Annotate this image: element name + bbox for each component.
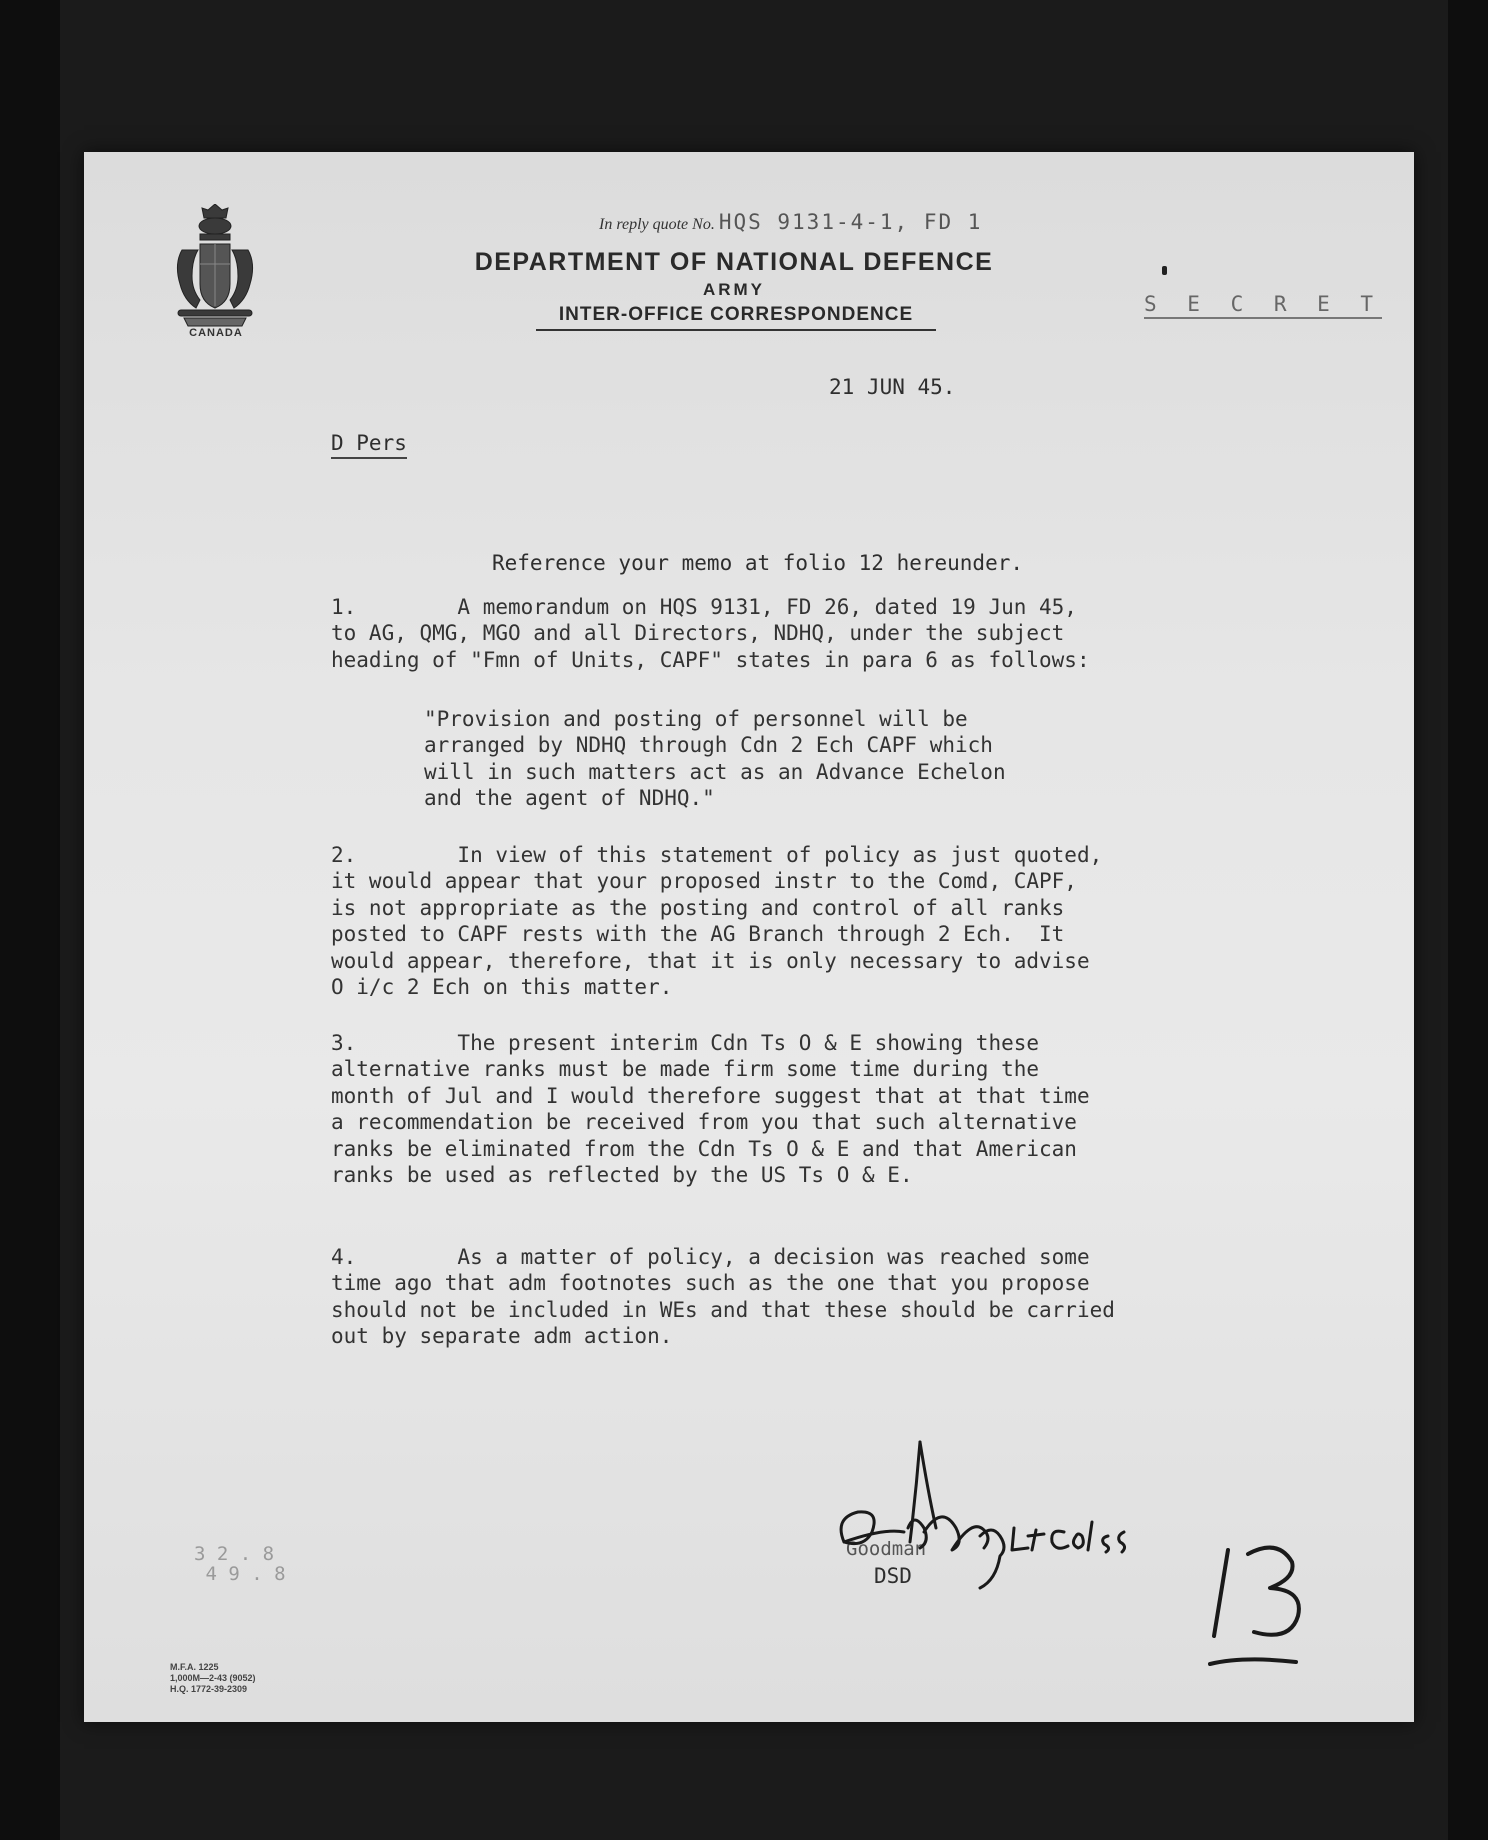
quote-line: will in such matters act as an Advance Echelon	[424, 759, 1006, 784]
coat-of-arms-icon	[170, 204, 260, 334]
department-heading: DEPARTMENT OF NATIONAL DEFENCE	[474, 248, 994, 276]
paragraph-line: 2. In view of this statement of policy as just quoted,	[331, 843, 1103, 867]
branch-heading: ARMY	[702, 280, 766, 299]
file-number: HQS 9131-4-1, FD 1	[718, 210, 983, 234]
quote-line: "Provision and posting of personnel will be	[424, 707, 968, 731]
folio-number-handwritten	[1204, 1532, 1334, 1672]
form-printing-code: M.F.A. 1225 1,000M—2-43 (9052) H.Q. 1772-39-2309	[170, 1662, 256, 1694]
paragraph-line: it would appear that your proposed instr to the Comd, CAPF,	[331, 869, 1077, 894]
security-classification: S E C R E T	[1144, 292, 1382, 319]
reply-label: In reply quote No.	[599, 216, 715, 233]
paragraph-line: 3. The present interim Cdn Ts O & E showing these	[331, 1031, 1040, 1055]
folio-number-text: 13	[1204, 1532, 1206, 1533]
paragraph-3	[331, 1030, 1090, 1188]
paragraph-line: would appear, therefore, that it is only necessary to advise	[331, 948, 1090, 973]
paragraph-4	[331, 1244, 1115, 1350]
typed-signatory-name: Goodman	[846, 1538, 927, 1560]
paragraph-line: 1. A memorandum on HQS 9131, FD 26, dated 19 Jun 45,	[331, 595, 1077, 619]
ink-mark	[1162, 266, 1167, 275]
paragraph-line: to AG, QMG, MGO and all Directors, NDHQ, under the subject	[331, 621, 1065, 646]
paragraph-line: is not appropriate as the posting and control of all ranks	[331, 895, 1065, 920]
memo-page	[84, 152, 1414, 1722]
reference-line: Reference your memo at folio 12 hereunder.	[492, 551, 1024, 575]
handwritten-signature	[824, 1432, 1144, 1592]
paragraph-line: O i/c 2 Ech on this matter.	[331, 975, 673, 1000]
addressee: D Pers	[331, 430, 407, 459]
scan-border-right	[1448, 0, 1488, 1840]
paragraph-line: out by separate adm action.	[331, 1324, 673, 1349]
paragraph-line: posted to CAPF rests with the AG Branch through 2 Ech. It	[331, 922, 1065, 947]
paragraph-line: ranks be eliminated from the Cdn Ts O & E and that American	[331, 1136, 1077, 1161]
quote-line: and the agent of NDHQ."	[424, 786, 715, 811]
crest-caption: CANADA	[189, 327, 243, 339]
paragraph-line: time ago that adm footnotes such as the one that you propose	[331, 1271, 1090, 1296]
paragraph-2	[331, 842, 1102, 1000]
paragraph-line: alternative ranks must be made firm some time during the	[331, 1057, 1040, 1082]
quoted-policy	[424, 706, 1006, 812]
paragraph-line: should not be included in WEs and that these should be carried	[331, 1297, 1115, 1322]
paragraph-line: a recommendation be received from you that such alternative	[331, 1110, 1077, 1135]
paragraph-line: heading of "Fmn of Units, CAPF" states in para 6 as follows:	[331, 647, 1090, 672]
memo-date: 21 JUN 45.	[829, 375, 956, 399]
pencil-annotation: 3 2 . 8 4 9 . 8	[194, 1543, 286, 1585]
scan-border-left	[0, 0, 60, 1840]
quote-line: arranged by NDHQ through Cdn 2 Ech CAPF which	[424, 733, 993, 758]
paragraph-line: month of Jul and I would therefore suggest that at that time	[331, 1083, 1090, 1108]
reply-reference	[599, 210, 982, 234]
paragraph-1	[331, 594, 1090, 673]
form-type-heading: INTER-OFFICE CORRESPONDENCE	[536, 304, 936, 331]
paragraph-line: ranks be used as reflected by the US Ts O & E.	[331, 1163, 913, 1188]
signatory-title: DSD	[874, 1564, 912, 1588]
paragraph-line: 4. As a matter of policy, a decision was reached some	[331, 1245, 1090, 1269]
